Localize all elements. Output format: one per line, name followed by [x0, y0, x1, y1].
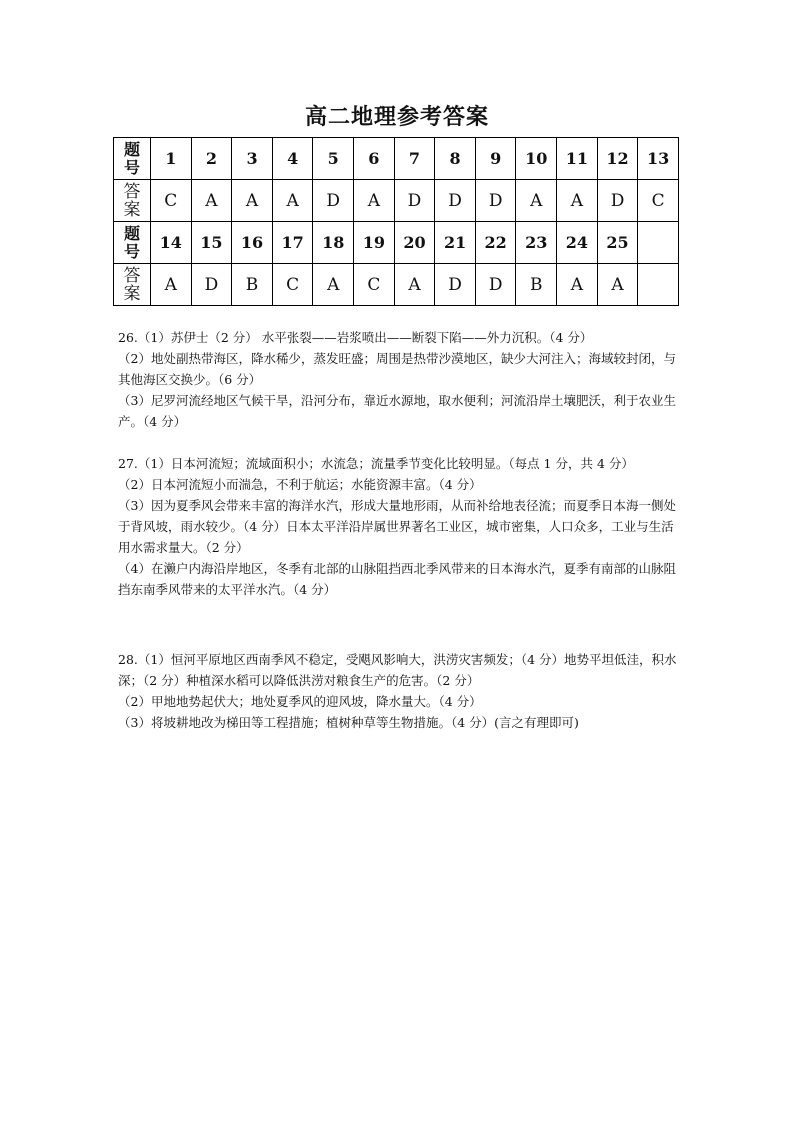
answer-paragraph: （2）日本河流短小而湍急，不利于航运；水能资源丰富。（4 分） [118, 477, 482, 492]
answer-paragraph: （3）尼罗河流经地区气候干旱，沿河分布，靠近水源地，取水便利；河流沿岸土壤肥沃，利于农业生产。（4 分） [118, 393, 676, 429]
question-number-cell: 5 [313, 138, 354, 180]
answer-cell: C [151, 180, 192, 222]
question-number-cell: 14 [151, 222, 192, 264]
answer-cell: D [191, 264, 232, 306]
question-number-cell: 16 [232, 222, 273, 264]
answer-cell: D [475, 180, 516, 222]
answer-cell: B [232, 264, 273, 306]
page-title: 高二地理参考答案 [304, 104, 489, 130]
answer-cell: A [191, 180, 232, 222]
row-label-number [114, 222, 151, 264]
answer-cell: D [313, 180, 354, 222]
row-label-answer [114, 264, 151, 306]
row-label-answer [114, 180, 151, 222]
question-number-cell: 3 [232, 138, 273, 180]
question-number-cell: 22 [475, 222, 516, 264]
answer-cell: C [272, 264, 313, 306]
answer-cell: D [435, 264, 476, 306]
answer-cell: D [597, 180, 638, 222]
question-number-cell: 20 [394, 222, 435, 264]
row-label-char: 案 [123, 199, 141, 220]
question-number-cell: 8 [435, 138, 476, 180]
row-label-number [114, 138, 151, 180]
row-label-char: 答 [123, 265, 141, 286]
answer-paragraph: 28.（1）恒河平原地区西南季风不稳定，受飓风影响大，洪涝灾害频发；（4 分）地势平坦低洼，积水深；（2 分）种植深水稻可以降低洪涝对粮食生产的危害。（2 分） [118, 652, 677, 688]
answer-cell: A [151, 264, 192, 306]
answer-paragraph: （4）在濑户内海沿岸地区，冬季有北部的山脉阻挡西北季风带来的日本海水汽，夏季有南部的山脉阻挡东南季风带来的太平洋水汽。（4 分） [118, 561, 676, 597]
row-label-char: 答 [123, 181, 141, 202]
answer-cell: A [354, 180, 395, 222]
table-row-numbers-2 [114, 222, 679, 264]
question-number-cell: 9 [475, 138, 516, 180]
answer-cell: B [516, 264, 557, 306]
question-number-cell: 21 [435, 222, 476, 264]
row-label-char: 号 [123, 157, 140, 177]
table-row-numbers-1 [114, 138, 679, 180]
answer-paragraph: 26.（1）苏伊士（2 分） 水平张裂——岩浆喷出——断裂下陷——外力沉积。（4 分） [118, 330, 593, 345]
answer-cell: A [597, 264, 638, 306]
empty-cell [638, 222, 679, 264]
answer-cell: A [557, 180, 598, 222]
question-number-cell: 6 [354, 138, 395, 180]
answer-cell: A [516, 180, 557, 222]
answer-cell: D [475, 264, 516, 306]
answer-cell: A [394, 264, 435, 306]
question-number-cell: 23 [516, 222, 557, 264]
question-number-cell: 17 [272, 222, 313, 264]
question-number-cell: 24 [557, 222, 598, 264]
question-number-cell: 1 [151, 138, 192, 180]
question-27-answer [118, 453, 678, 600]
answer-paragraph: （2）地处副热带海区，降水稀少，蒸发旺盛；周围是热带沙漠地区，缺少大河注入；海域较封闭，与其他海区交换少。（6 分） [118, 351, 676, 387]
answer-cell: D [435, 180, 476, 222]
answer-paragraph: （2）甲地地势起伏大；地处夏季风的迎风坡，降水量大。（4 分） [118, 694, 482, 709]
answer-cell: A [232, 180, 273, 222]
question-number-cell: 11 [557, 138, 598, 180]
question-number-cell: 18 [313, 222, 354, 264]
question-number-cell: 13 [638, 138, 679, 180]
answer-cell: A [557, 264, 598, 306]
answer-cell: A [313, 264, 354, 306]
empty-cell [638, 264, 679, 306]
question-number-cell: 4 [272, 138, 313, 180]
question-number-cell: 7 [394, 138, 435, 180]
question-number-cell: 25 [597, 222, 638, 264]
question-number-cell: 19 [354, 222, 395, 264]
answer-cell: D [394, 180, 435, 222]
answer-cell: C [354, 264, 395, 306]
answer-paragraph: 27.（1）日本河流短；流域面积小；水流急；流量季节变化比较明显。（每点 1 分，共 4 分） [118, 456, 634, 471]
answer-cell: A [272, 180, 313, 222]
answer-cell: C [638, 180, 679, 222]
question-28-answer [118, 649, 678, 733]
row-label-char: 题 [123, 139, 140, 159]
answer-paragraph: （3）将坡耕地改为梯田等工程措施；植树种草等生物措施。（4 分）(言之有理即可) [118, 715, 579, 730]
question-number-cell: 10 [516, 138, 557, 180]
table-row-answers-2 [114, 264, 679, 306]
question-number-cell: 12 [597, 138, 638, 180]
answer-paragraph: （3）因为夏季风会带来丰富的海洋水汽，形成大量地形雨，从而补给地表径流；而夏季日本海一侧处于背风坡，雨水较少。（4 分）日本太平洋沿岸属世界著名工业区，城市密集，人口众多，工业与生活用水需求量大。（2 分） [118, 498, 676, 555]
question-26-answer [118, 327, 678, 432]
question-number-cell: 2 [191, 138, 232, 180]
row-label-char: 题 [123, 223, 140, 243]
question-number-cell: 15 [191, 222, 232, 264]
answer-table [113, 137, 679, 306]
row-label-char: 号 [123, 241, 140, 261]
table-row-answers-1 [114, 180, 679, 222]
row-label-char: 案 [123, 283, 141, 304]
